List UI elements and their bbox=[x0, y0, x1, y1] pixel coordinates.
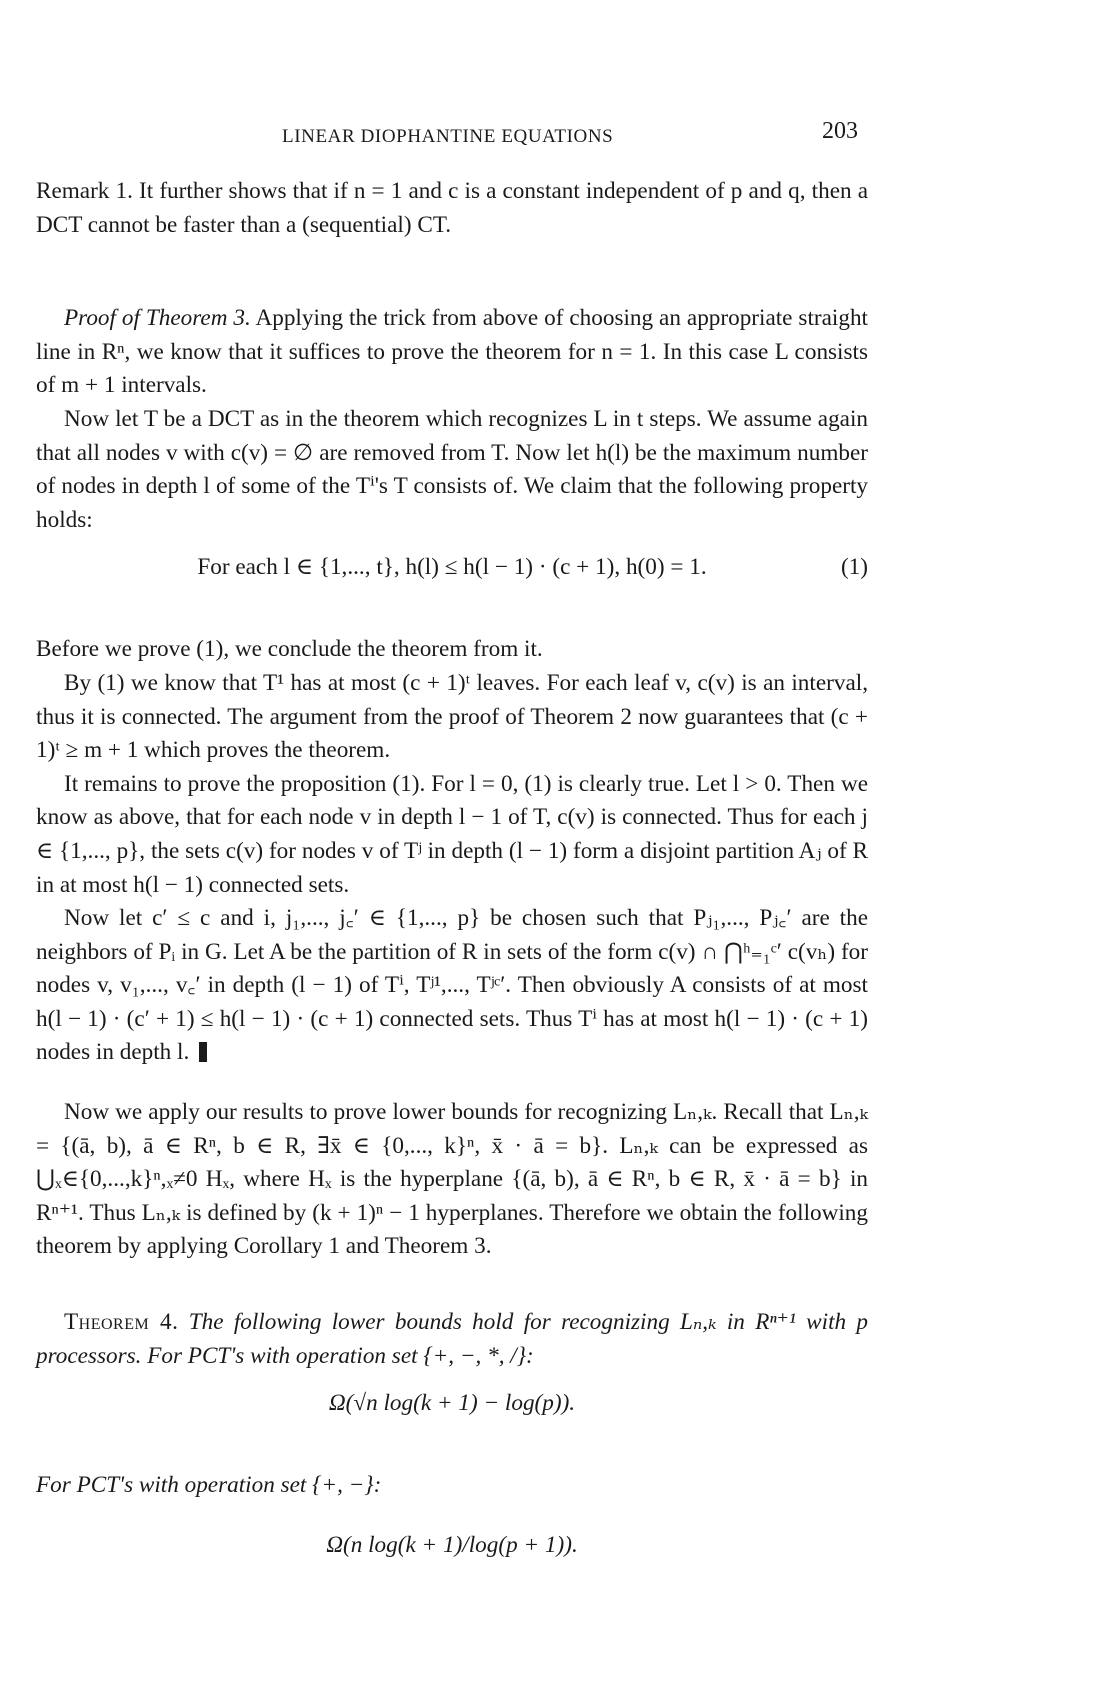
bound-1: Ω(√n log(k + 1) − log(p)). bbox=[328, 1390, 576, 1417]
proof-paragraph-3: Before we prove (1), we conclude the theorem from it. bbox=[36, 636, 543, 663]
theorem-4-label: Theorem 4. bbox=[64, 1309, 179, 1336]
theorem-4-statement bbox=[36, 1306, 868, 1373]
remark-paragraph: Remark 1. It further shows that if n = 1 and c is a constant independent of p and q, then a DCT cannot be faster than a (sequential) CT. bbox=[36, 178, 868, 238]
running-title: LINEAR DIOPHANTINE EQUATIONS bbox=[282, 126, 614, 147]
page-number: 203 bbox=[822, 118, 858, 144]
theorem-4-text: The following lower bounds hold for recognizing Lₙ,ₖ in Rⁿ⁺¹ with p processors. For PCT's with operation set {+, −, *, /}: bbox=[36, 1309, 869, 1369]
theorem-4-line-2: For PCT's with operation set {+, −}: bbox=[36, 1472, 382, 1499]
proof-paragraph-5: It remains to prove the proposition (1). For l = 0, (1) is clearly true. Let l > 0. Then we know as above, that for each node v in depth l − 1 of T, c(v) is connected. Thus for each j ∈ {1,..., p}, the sets c(v) for nodes v of Tʲ in depth (l − 1) form a disjoint partition Aⱼ of R in at most h(l − 1) connected sets. bbox=[36, 770, 868, 898]
equation-1 bbox=[36, 551, 868, 591]
application-paragraph: Now we apply our results to prove lower bounds for recognizing Lₙ,ₖ. Recall that Lₙ,ₖ = {(ā, b), ā ∈ Rⁿ, b ∈ R, ∃x̄ ∈ {0,..., k}ⁿ, x̄ · ā = b}. Lₙ,ₖ can be expressed as ⋃ₓ∈{0,...,k}ⁿ,ₓ≠0 Hₓ, where Hₓ is the hyperplane {(ā, b), ā ∈ Rⁿ, b ∈ R, x̄ · ā = b} in Rⁿ⁺¹. Thus Lₙ,ₖ is defined by (k + 1)ⁿ − 1 hyperplanes. Therefore we obtain the following theorem by applying Corollary 1 and Theorem 3. bbox=[36, 1099, 868, 1260]
page-header bbox=[0, 118, 1104, 158]
proof-paragraph-6 bbox=[36, 902, 868, 1070]
proof-paragraph-1 bbox=[36, 302, 868, 403]
proof-text-1: Applying the trick from above of choosing an appropriate straight line in Rⁿ, we know that it suffices to prove the theorem for n = 1. In this case L consists of m + 1 intervals. bbox=[36, 305, 868, 399]
equation-1-text: For each l ∈ {1,..., t}, h(l) ≤ h(l − 1) · (c + 1), h(0) = 1. bbox=[197, 554, 707, 581]
proof-text-6: Now let c′ ≤ c and i, j₁,..., j꜀′ ∈ {1,..., p} be chosen such that Pⱼ₁,..., Pⱼ꜀′ are the neighbors of Pᵢ in G. Let A be the partition of R in sets of the form c(v) ∩ ⋂ʰ₌₁ᶜ′ c(vₕ) for nodes v, v₁,..., v꜀′ in depth (l − 1) of Tⁱ, Tʲ¹,..., Tʲᶜ′. Then obviously A consists of at most h(l − 1) · (c′ + 1) ≤ h(l − 1) · (c + 1) connected sets. Thus Tⁱ has at most h(l − 1) · (c + 1) nodes in depth l. bbox=[36, 905, 868, 1066]
equation-1-tag: (1) bbox=[840, 554, 868, 581]
bound-2: Ω(n log(k + 1)/log(p + 1)). bbox=[326, 1531, 578, 1558]
proof-paragraph-4: By (1) we know that T¹ has at most (c + 1)ᵗ leaves. For each leaf v, c(v) is an interval, thus it is connected. The argument from the proof of Theorem 2 now guarantees that (c + 1)ᵗ ≥ m + 1 which proves the theorem. bbox=[36, 669, 868, 764]
proof-paragraph-2: Now let T be a DCT as in the theorem which recognizes L in t steps. We assume again that all nodes v with c(v) = ∅ are removed from T. Now let h(l) be the maximum number of nodes in depth l of some of the Tⁱ's T consists of. We claim that the following property holds: bbox=[36, 405, 868, 533]
proof-heading: Proof of Theorem 3. bbox=[64, 305, 251, 332]
qed-square-icon bbox=[199, 1042, 207, 1062]
page-body bbox=[36, 175, 868, 1569]
